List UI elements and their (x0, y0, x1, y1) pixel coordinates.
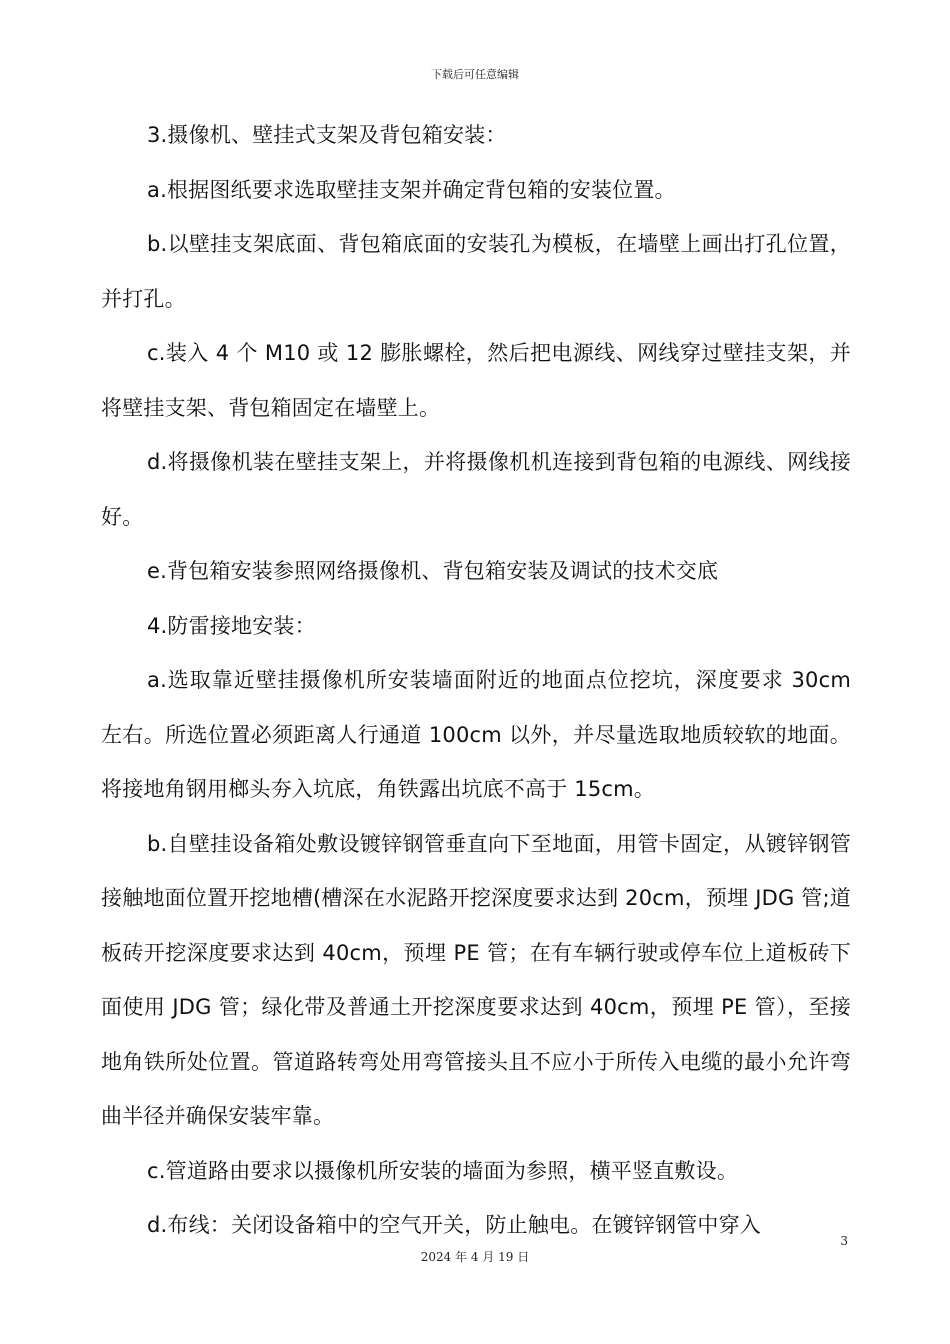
paragraph-4d: d.布线：关闭设备箱中的空气开关，防止触电。在镀锌钢管中穿入 (147, 1213, 762, 1237)
document-body (101, 108, 851, 1253)
paragraph-section-3-heading: 3.摄像机、壁挂式支架及背包箱安装： (147, 123, 507, 147)
paragraph-section-4-heading: 4.防雷接地安装： (147, 613, 316, 638)
paragraph-4a: a.选取靠近壁挂摄像机所安装墙面附近的地面点位挖坑，深度要求 30cm 左右。所选位置必须距离人行通道 100cm 以外，并尽量选取地质较软的地面。将接地角钢用榔头夯入坑底，角铁露出坑底不高于 15cm。 (101, 668, 851, 801)
paragraph-3b: b.以壁挂支架底面、背包箱底面的安装孔为模板，在墙壁上画出打孔位置，并打孔。 (101, 232, 851, 311)
paragraph-4b: b.自壁挂设备箱处敷设镀锌钢管垂直向下至地面，用管卡固定，从镀锌钢管接触地面位置开挖地槽(槽深在水泥路开挖深度要求达到 20cm，预埋 JDG 管;道板砖开挖深度要求达到 40cm，预埋 PE 管；在有车辆行驶或停车位上道板砖下面使用 JDG 管；绿化带及普通土开挖深度要求达到 40cm，预埋 PE 管），至接地角铁所处位置。管道路转弯处用弯管接头且不应小于所传入电缆的最小允许弯曲半径并确保安装牢靠。 (101, 831, 851, 1128)
paragraph-3c: c.装入 4 个 M10 或 12 膨胀螺栓，然后把电源线、网线穿过壁挂支架，并将壁挂支架、背包箱固定在墙壁上。 (101, 341, 851, 420)
paragraph-4c: c.管道路由要求以摄像机所安装的墙面为参照，横平竖直敷设。 (147, 1158, 739, 1183)
page-header: 下载后可任意编辑 (431, 68, 519, 81)
page-number: 3 (840, 1234, 848, 1248)
paragraph-3a: a.根据图纸要求选取壁挂支架并确定背包箱的安装位置。 (147, 177, 676, 202)
paragraph-3d: d.将摄像机装在壁挂支架上，并将摄像机机连接到背包箱的电源线、网线接好。 (101, 450, 851, 529)
footer-date: 2024 年 4 月 19 日 (420, 1250, 530, 1264)
paragraph-3e: e.背包箱安装参照网络摄像机、背包箱安装及调试的技术交底 (147, 559, 719, 583)
